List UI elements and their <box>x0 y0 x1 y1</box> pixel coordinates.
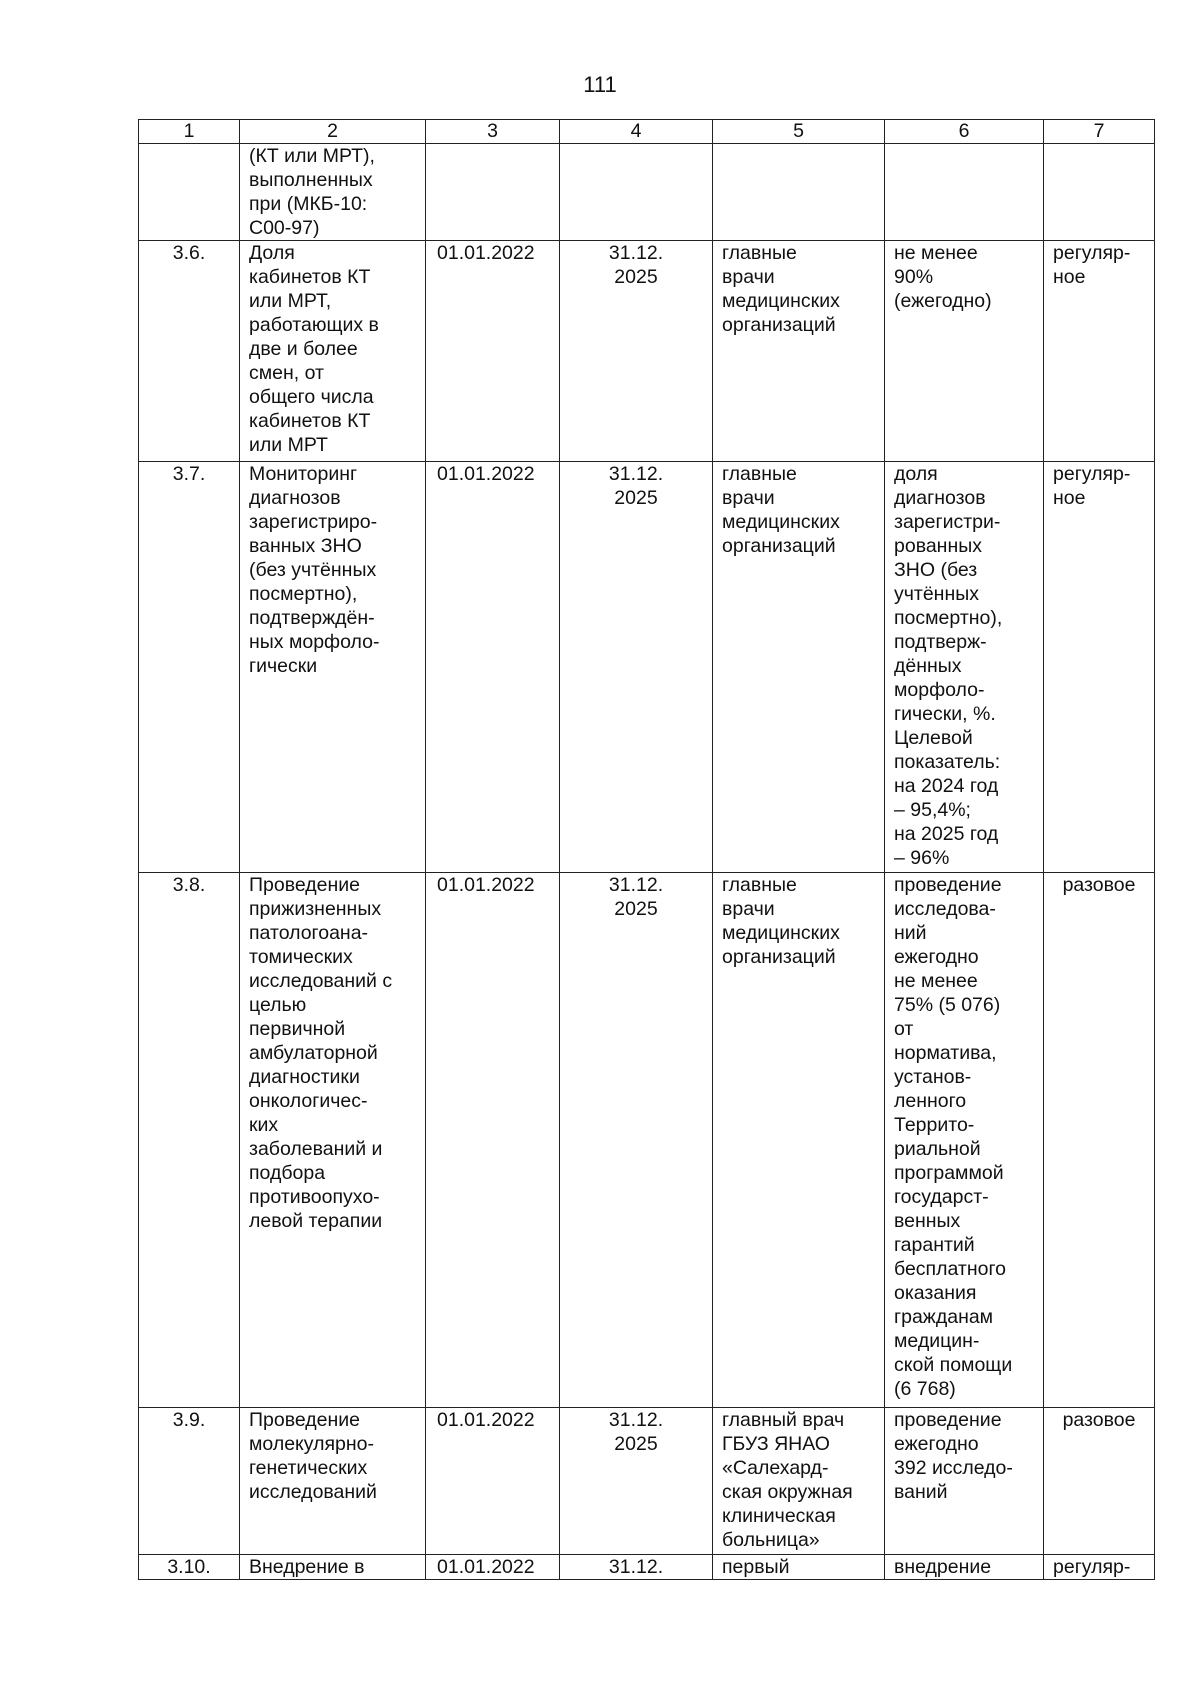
row-number: 3.7. <box>139 462 240 873</box>
row-number: 3.10. <box>139 1555 240 1580</box>
responsible-cell: главные врачи медицинских организаций <box>713 462 885 873</box>
table-row <box>139 144 1155 241</box>
header-row <box>139 120 1155 144</box>
start-date-cell <box>426 144 560 241</box>
table-row <box>139 241 1155 462</box>
end-date-cell <box>560 144 713 241</box>
start-date-cell: 01.01.2022 <box>426 1555 560 1580</box>
responsible-cell: главные врачи медицинских организаций <box>713 241 885 462</box>
indicator-cell: внедрение <box>885 1555 1044 1580</box>
table-row <box>139 1555 1155 1580</box>
responsible-cell: первый <box>713 1555 885 1580</box>
start-date-cell: 01.01.2022 <box>426 873 560 1408</box>
end-date-cell: 31.12. 2025 <box>560 462 713 873</box>
row-number: 3.8. <box>139 873 240 1408</box>
type-cell: регуляр- ное <box>1044 241 1155 462</box>
indicator-cell: не менее 90% (ежегодно) <box>885 241 1044 462</box>
row-number <box>139 144 240 241</box>
indicator-cell <box>885 144 1044 241</box>
type-cell: разовое <box>1044 873 1155 1408</box>
plan-table <box>138 119 1155 1580</box>
type-cell: разовое <box>1044 1408 1155 1555</box>
column-header: 1 <box>139 120 240 144</box>
responsible-cell: главный врач ГБУЗ ЯНАО «Салехард- ская окружная клиническая больница» <box>713 1408 885 1555</box>
table-row <box>139 1408 1155 1555</box>
column-header: 5 <box>713 120 885 144</box>
type-cell <box>1044 144 1155 241</box>
table-row <box>139 462 1155 873</box>
column-header: 4 <box>560 120 713 144</box>
activity-cell: Мониторинг диагнозов зарегистриро- ванных ЗНО (без учтённых посмертно), подтверждён- ных морфоло- гически <box>240 462 426 873</box>
column-header: 6 <box>885 120 1044 144</box>
responsible-cell <box>713 144 885 241</box>
activity-cell: Проведение прижизненных патологоана- томических исследований с целью первичной амбулаторной диагностики онкологичес- ких заболеваний и подбора противоопухо- левой терапии <box>240 873 426 1408</box>
page-number: 111 <box>583 72 617 97</box>
end-date-cell: 31.12. 2025 <box>560 241 713 462</box>
table-row <box>139 873 1155 1408</box>
end-date-cell: 31.12. 2025 <box>560 873 713 1408</box>
end-date-cell: 31.12. 2025 <box>560 1408 713 1555</box>
indicator-cell: проведение исследова- ний ежегодно не менее 75% (5 076) от норматива, установ- ленного Террито- риальной программой государст- венных гарантий бесплатного оказания гражданам медицин- ской помощи (6 768) <box>885 873 1044 1408</box>
activity-cell: Доля кабинетов КТ или МРТ, работающих в две и более смен, от общего числа кабинетов КТ или МРТ <box>240 241 426 462</box>
indicator-cell: проведение ежегодно 392 исследо- ваний <box>885 1408 1044 1555</box>
column-header: 3 <box>426 120 560 144</box>
activity-cell: Внедрение в <box>240 1555 426 1580</box>
activity-cell: (КТ или МРТ), выполненных при (МКБ-10: C00-97) <box>240 144 426 241</box>
responsible-cell: главные врачи медицинских организаций <box>713 873 885 1408</box>
indicator-cell: доля диагнозов зарегистри- рованных ЗНО (без учтённых посмертно), подтверж- дённых морфоло- гически, %. Целевой показатель: на 2024 год – 95,4%; на 2025 год – 96% <box>885 462 1044 873</box>
row-number: 3.6. <box>139 241 240 462</box>
type-cell: регуляр- <box>1044 1555 1155 1580</box>
column-header: 2 <box>240 120 426 144</box>
column-header: 7 <box>1044 120 1155 144</box>
end-date-cell: 31.12. <box>560 1555 713 1580</box>
start-date-cell: 01.01.2022 <box>426 241 560 462</box>
type-cell: регуляр- ное <box>1044 462 1155 873</box>
row-number: 3.9. <box>139 1408 240 1555</box>
activity-cell: Проведение молекулярно- генетических исследований <box>240 1408 426 1555</box>
start-date-cell: 01.01.2022 <box>426 1408 560 1555</box>
start-date-cell: 01.01.2022 <box>426 462 560 873</box>
